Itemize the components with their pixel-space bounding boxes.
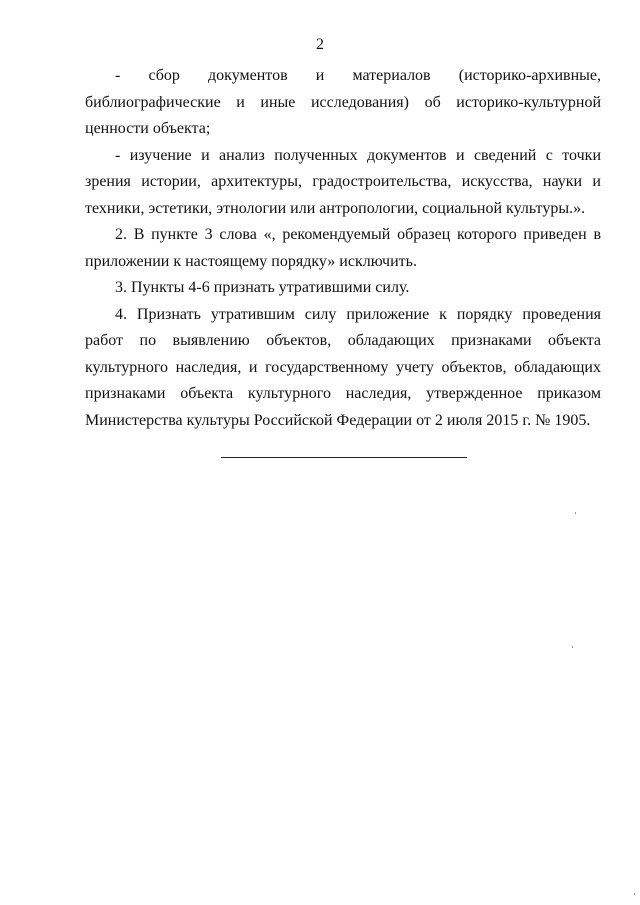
page-number: 2 — [316, 36, 324, 53]
paragraph-item-3: 3. Пункты 4-6 признать утратившими силу. — [115, 279, 410, 296]
paragraph-study-analysis: - изучение и анализ полученных документов и сведений с точки зрения истории, архитектуры, градостроительства, искусства, науки и техники, эстетики, этнологии или антропологии, социальной культуры.». — [85, 146, 601, 217]
scan-speck — [572, 646, 573, 648]
paragraph-item-4: 4. Признать утратившим силу приложение к порядку проведения работ по выявлению объектов, обладающих признаками объекта культурного наследия, и государственному учету объектов, обладающих признаками объекта культурного наследия, утвержденное приказом Министерства культуры Российской Федерации от 2 июля 2015 г. № 1905. — [85, 305, 601, 429]
scan-speck — [634, 893, 635, 895]
scan-speck — [575, 512, 576, 514]
paragraph-collect-documents: - сбор документов и материалов (историко-архивные, библиографические и иные исследования) об историко-культурной ценности объекта; — [85, 67, 601, 137]
paragraph-item-2: 2. В пункте 3 слова «, рекомендуемый образец которого приведен в приложении к настоящему порядку» исключить. — [85, 226, 601, 270]
document-body — [85, 63, 601, 434]
end-separator-line — [221, 457, 467, 458]
